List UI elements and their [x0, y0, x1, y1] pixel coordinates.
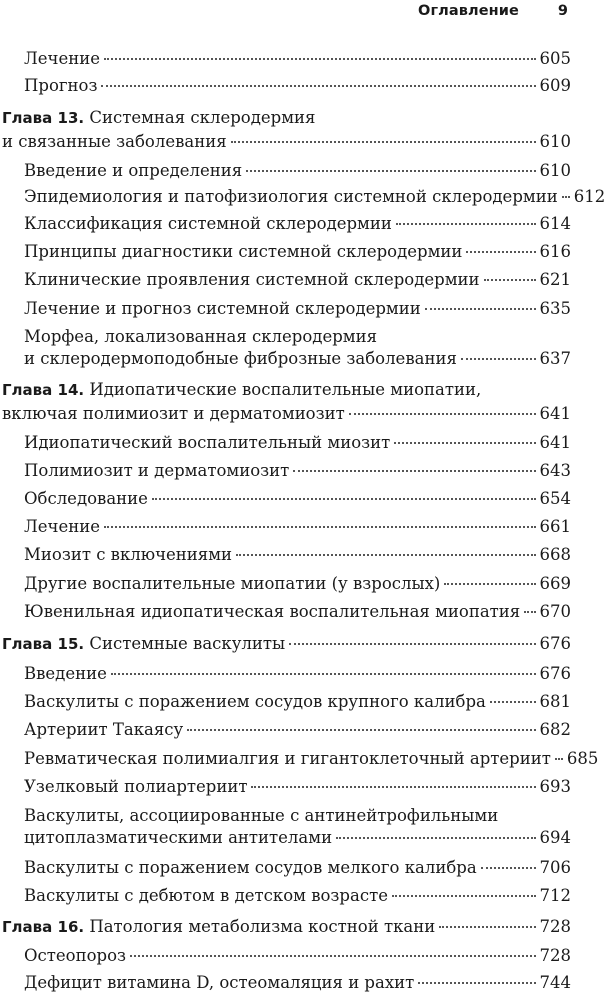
dot-leader [236, 554, 535, 556]
entry-title: Обследование [24, 489, 148, 508]
entry-page: 694 [539, 828, 571, 847]
entry-title: Лечение [24, 517, 100, 536]
chapter-page: 641 [539, 404, 571, 423]
entry-page: 661 [539, 517, 571, 536]
dot-leader [394, 442, 535, 444]
entry-title: Принципы диагностики системной склеродермии [24, 242, 463, 261]
entry-title-cont: и склеродермоподобные фиброзные заболевания [24, 349, 457, 368]
entry-page: 605 [539, 49, 571, 68]
toc-entry[interactable] [24, 516, 571, 544]
chapter-label: Глава 16. [2, 918, 85, 936]
entry-title: Остеопороз [24, 946, 127, 965]
dot-leader [246, 170, 535, 172]
toc-entry[interactable] [24, 885, 571, 913]
dot-leader [555, 758, 563, 760]
dot-leader [251, 786, 535, 788]
entry-title: Ревматическая полимиалгия и гигантоклеточный артериит [24, 749, 551, 768]
toc-entry[interactable] [24, 186, 605, 214]
toc-entry[interactable] [24, 748, 599, 776]
toc-entry[interactable] [24, 945, 571, 973]
entry-title: Васкулиты с дебютом в детском возрасте [24, 886, 388, 905]
dot-leader [466, 251, 535, 253]
entry-page: 643 [539, 461, 571, 480]
dot-leader [418, 982, 535, 984]
dot-leader [101, 85, 535, 87]
entry-page: 685 [566, 749, 599, 768]
chapter-page: 610 [539, 132, 571, 151]
toc-entry[interactable] [24, 326, 571, 370]
dot-leader [231, 141, 536, 143]
entry-title: Васкулиты с поражением сосудов мелкого калибра [24, 858, 477, 877]
entry-page: 614 [539, 214, 571, 233]
dot-leader [293, 470, 535, 472]
toc-entry[interactable] [24, 460, 571, 488]
entry-title: Дефицит витамина D, остеомаляция и рахит [24, 973, 415, 992]
dot-leader [130, 955, 535, 957]
entry-page: 609 [539, 76, 571, 95]
toc-entry[interactable] [24, 432, 571, 460]
toc-entry[interactable] [24, 776, 571, 804]
entry-page: 744 [539, 973, 571, 992]
chapter-heading[interactable] [2, 915, 571, 939]
entry-title: Васкулиты, ассоциированные с антинейтрофильными [24, 806, 499, 825]
entry-page: 637 [539, 349, 571, 368]
entry-title: Лечение [24, 49, 100, 68]
dot-leader [484, 279, 536, 281]
entry-title: Ювенильная идиопатическая воспалительная миопатия [24, 602, 521, 621]
entry-page: 682 [539, 720, 571, 739]
entry-title: Другие воспалительные миопатии (у взрослых) [24, 574, 441, 593]
dot-leader [392, 895, 536, 897]
entry-page: 712 [539, 886, 571, 905]
entry-page: 641 [539, 433, 571, 452]
dot-leader [104, 526, 536, 528]
chapter-label: Глава 14. [2, 381, 85, 399]
toc-entry[interactable] [24, 213, 571, 241]
header-page-number: 9 [557, 3, 568, 19]
entry-title: Введение и определения [24, 161, 243, 180]
dot-leader [461, 358, 536, 360]
toc-entry[interactable] [24, 857, 571, 885]
toc-entry[interactable] [24, 663, 571, 691]
dot-leader [562, 196, 570, 198]
toc-entry[interactable] [24, 75, 571, 103]
toc-entry[interactable] [24, 691, 571, 719]
header-title: Оглавление [418, 3, 519, 19]
entry-title: Идиопатический воспалительный миозит [24, 433, 391, 452]
entry-title: Прогноз [24, 76, 98, 95]
dot-leader [349, 413, 536, 415]
chapter-page: 728 [539, 917, 571, 936]
entry-page: 706 [539, 858, 571, 877]
entry-title: Введение [24, 664, 107, 683]
chapter-title: Идиопатические воспалительные миопатии, [89, 380, 482, 399]
chapter-heading[interactable] [2, 378, 571, 425]
entry-page: 668 [539, 545, 571, 564]
entry-page: 635 [539, 299, 571, 318]
toc-entry[interactable] [24, 601, 571, 629]
entry-page: 670 [539, 602, 571, 621]
toc-entry[interactable] [24, 48, 571, 76]
dot-leader [490, 701, 536, 703]
entry-title: Морфеа, локализованная склеродермия [24, 327, 378, 346]
dot-leader [481, 867, 536, 869]
entry-page: 616 [539, 242, 571, 261]
entry-page: 676 [539, 664, 571, 683]
entry-title: Клинические проявления системной склеродермии [24, 270, 480, 289]
entry-title: Лечение и прогноз системной склеродермии [24, 299, 421, 318]
entry-page: 669 [539, 574, 571, 593]
dot-leader [187, 729, 535, 731]
toc-entry[interactable] [24, 269, 571, 297]
entry-page: 654 [539, 489, 571, 508]
chapter-title: Системная склеродермия [89, 108, 316, 127]
chapter-heading[interactable] [2, 632, 571, 656]
dot-leader [444, 583, 535, 585]
toc-entry[interactable] [24, 972, 571, 1000]
dot-leader [152, 498, 536, 500]
entry-title-cont: цитоплазматическими антителами [24, 828, 333, 847]
dot-leader [396, 223, 536, 225]
entry-title: Классификация системной склеродермии [24, 214, 392, 233]
entry-title: Артериит Такаясу [24, 720, 184, 739]
entry-page: 728 [539, 946, 571, 965]
chapter-title: Системные васкулиты [89, 634, 286, 653]
dot-leader [439, 926, 535, 928]
toc-entry[interactable] [24, 544, 571, 572]
chapter-label: Глава 15. [2, 635, 85, 653]
dot-leader [336, 837, 535, 839]
chapter-page: 676 [539, 634, 571, 653]
toc-entry[interactable] [24, 573, 571, 601]
entry-title: Полимиозит и дерматомиозит [24, 461, 290, 480]
toc-entry[interactable] [24, 160, 571, 188]
dot-leader [524, 611, 535, 613]
entry-title: Узелковый полиартериит [24, 777, 248, 796]
entry-page: 610 [539, 161, 571, 180]
chapter-title-cont: включая полимиозит и дерматомиозит [2, 404, 345, 423]
entry-title: Эпидемиология и патофизиология системной склеродермии [24, 187, 558, 206]
dot-leader [289, 643, 535, 645]
chapter-title-cont: и связанные заболевания [2, 132, 227, 151]
dot-leader [104, 58, 536, 60]
toc-entry[interactable] [24, 241, 571, 269]
entry-title: Миозит с включениями [24, 545, 233, 564]
chapter-heading[interactable] [2, 106, 571, 153]
toc-entry[interactable] [24, 298, 571, 326]
entry-page: 612 [573, 187, 605, 206]
chapter-label: Глава 13. [2, 109, 85, 127]
entry-title: Васкулиты с поражением сосудов крупного калибра [24, 692, 486, 711]
entry-page: 693 [539, 777, 571, 796]
toc-entry[interactable] [24, 488, 571, 516]
dot-leader [425, 308, 536, 310]
entry-page: 681 [539, 692, 571, 711]
toc-entry[interactable] [24, 719, 571, 747]
chapter-title: Патология метаболизма костной ткани [89, 917, 436, 936]
running-header [0, 0, 577, 34]
dot-leader [111, 673, 536, 675]
toc-entry[interactable] [24, 805, 571, 849]
entry-page: 621 [539, 270, 571, 289]
